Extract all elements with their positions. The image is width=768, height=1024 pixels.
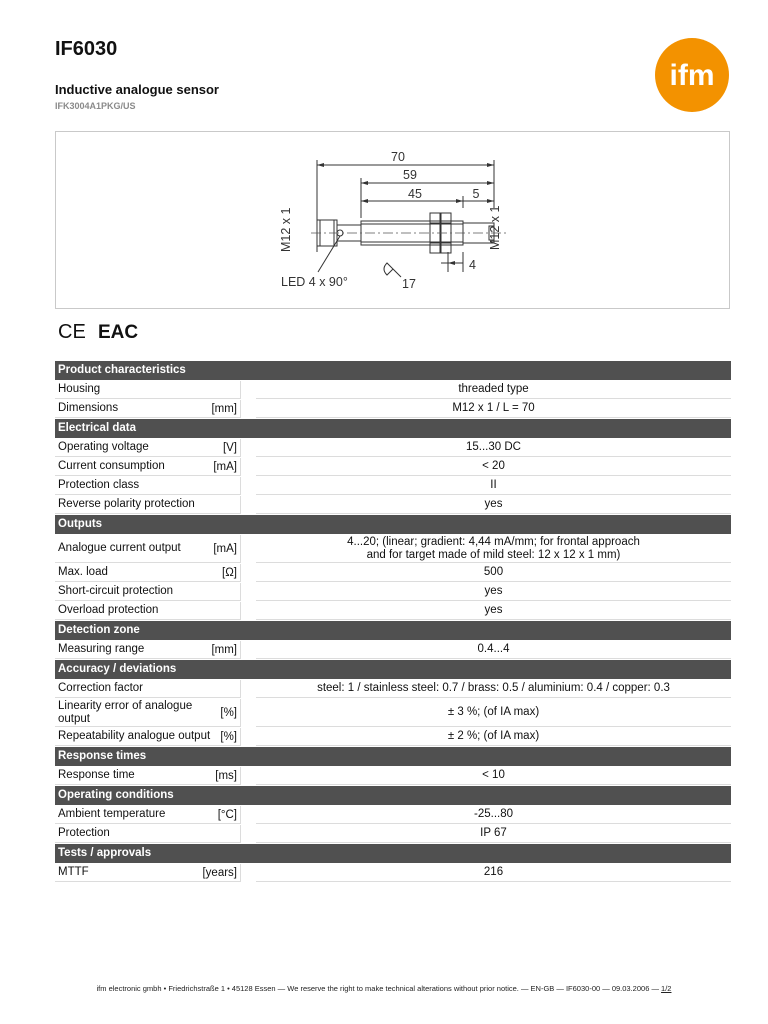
spec-unit <box>211 496 241 514</box>
spec-value: yes <box>256 496 731 514</box>
spec-unit: [V] <box>211 439 241 457</box>
spec-row <box>55 767 731 785</box>
spec-label: Analogue current output <box>55 535 211 563</box>
spec-value: -25...80 <box>256 806 731 824</box>
spec-row <box>55 864 731 882</box>
logo-text: ifm <box>669 59 715 92</box>
spec-label: MTTF <box>55 864 211 882</box>
spec-unit: [mm] <box>211 400 241 418</box>
dim-45-label: 45 <box>408 187 422 201</box>
spec-unit: [mA] <box>211 458 241 476</box>
spec-row <box>55 806 731 824</box>
section-header: Outputs <box>55 515 731 534</box>
spec-unit: [ms] <box>211 767 241 785</box>
spec-value: M12 x 1 / L = 70 <box>256 400 731 418</box>
spec-unit: [°C] <box>211 806 241 824</box>
product-code: IFK3004A1PKG/US <box>55 101 136 111</box>
spec-unit <box>211 381 241 399</box>
spec-unit: [%] <box>211 728 241 746</box>
spec-row <box>55 728 731 746</box>
spec-value: 4...20; (linear; gradient: 4,44 mA/mm; for frontal approach and for target made of mild steel: 12 x 12 x 1 mm) <box>256 535 731 563</box>
spec-row <box>55 381 731 399</box>
spec-label: Protection <box>55 825 211 843</box>
spec-value: 216 <box>256 864 731 882</box>
spec-label: Repeatability analogue output <box>55 728 211 746</box>
dim-70-label: 70 <box>391 150 405 164</box>
dim-5-label: 5 <box>472 187 480 201</box>
ce-mark: CE <box>58 321 86 343</box>
spec-value: threaded type <box>256 381 731 399</box>
section-header: Response times <box>55 747 731 766</box>
thread-right-label: M12 x 1 <box>488 205 502 250</box>
spec-row <box>55 400 731 418</box>
spec-label: Correction factor <box>55 680 211 698</box>
section-header: Product characteristics <box>55 361 731 380</box>
spec-label: Protection class <box>55 477 211 495</box>
spec-unit <box>211 825 241 843</box>
led-note: LED 4 x 90° <box>281 275 348 289</box>
spec-label: Overload protection <box>55 602 211 620</box>
certification-marks <box>58 318 139 343</box>
spec-unit: [%] <box>211 699 241 727</box>
spec-value: 0.4...4 <box>256 641 731 659</box>
spec-label: Response time <box>55 767 211 785</box>
section-header: Electrical data <box>55 419 731 438</box>
footer-text: ifm electronic gmbh • Friedrichstraße 1 • 45128 Essen — We reserve the right to make technical alterations without prior notice. — EN-GB — IF6030-00 — 09.03.2006 — <box>96 984 659 993</box>
section-header: Operating conditions <box>55 786 731 805</box>
sensor-drawing-svg <box>56 132 731 310</box>
spec-row <box>55 641 731 659</box>
dimension-drawing <box>55 131 730 309</box>
dim-59-label: 59 <box>403 168 417 182</box>
spec-label: Housing <box>55 381 211 399</box>
spec-row <box>55 477 731 495</box>
spec-unit <box>211 477 241 495</box>
spec-value: 500 <box>256 564 731 582</box>
spec-label: Ambient temperature <box>55 806 211 824</box>
spec-unit: [mm] <box>211 641 241 659</box>
product-subtitle: Inductive analogue sensor <box>55 82 219 97</box>
spec-unit <box>211 583 241 601</box>
spec-value: yes <box>256 583 731 601</box>
spec-unit <box>211 680 241 698</box>
spec-label: Reverse polarity protection <box>55 496 211 514</box>
thread-left-label: M12 x 1 <box>279 207 293 252</box>
spec-label: Measuring range <box>55 641 211 659</box>
spec-label: Linearity error of analogue output <box>55 699 211 727</box>
spec-value: II <box>256 477 731 495</box>
footer-page: 1/2 <box>661 984 672 993</box>
section-header: Tests / approvals <box>55 844 731 863</box>
spec-row <box>55 496 731 514</box>
spec-row <box>55 439 731 457</box>
eac-mark: EAC <box>98 322 139 343</box>
spec-row <box>55 564 731 582</box>
spec-unit: [years] <box>211 864 241 882</box>
spec-label: Operating voltage <box>55 439 211 457</box>
spec-label: Dimensions <box>55 400 211 418</box>
footer <box>0 984 768 993</box>
spec-value: yes <box>256 602 731 620</box>
spec-value: steel: 1 / stainless steel: 0.7 / brass: 0.5 / aluminium: 0.4 / copper: 0.3 <box>256 680 731 698</box>
spec-row <box>55 699 731 727</box>
spec-row <box>55 458 731 476</box>
product-title: IF6030 <box>55 38 118 60</box>
spec-label: Current consumption <box>55 458 211 476</box>
spec-row <box>55 680 731 698</box>
dim-4-label: 4 <box>469 258 476 272</box>
spec-row <box>55 825 731 843</box>
spec-table <box>55 361 731 883</box>
spec-unit: [Ω] <box>211 564 241 582</box>
spec-value: ± 2 %; (of IA max) <box>256 728 731 746</box>
spec-row <box>55 535 731 563</box>
wrench-size-label: 17 <box>402 277 416 291</box>
section-header: Accuracy / deviations <box>55 660 731 679</box>
spec-value: < 20 <box>256 458 731 476</box>
spec-unit <box>211 602 241 620</box>
section-header: Detection zone <box>55 621 731 640</box>
spec-value: IP 67 <box>256 825 731 843</box>
spec-row <box>55 602 731 620</box>
spec-value: < 10 <box>256 767 731 785</box>
spec-label: Max. load <box>55 564 211 582</box>
ifm-logo <box>654 37 730 113</box>
spec-value: 15...30 DC <box>256 439 731 457</box>
spec-label: Short-circuit protection <box>55 583 211 601</box>
spec-row <box>55 583 731 601</box>
spec-value: ± 3 %; (of IA max) <box>256 699 731 727</box>
spec-unit: [mA] <box>211 535 241 563</box>
